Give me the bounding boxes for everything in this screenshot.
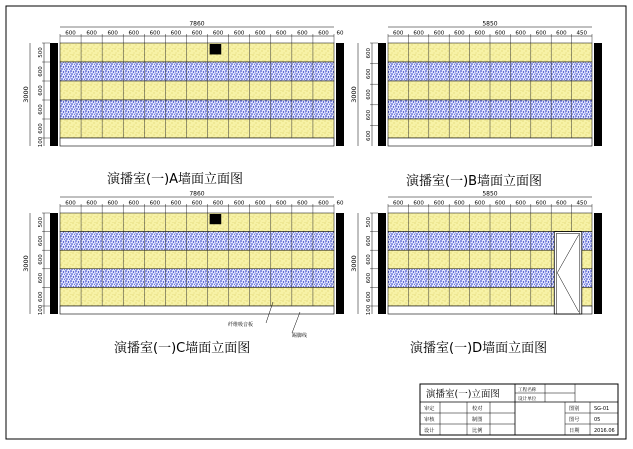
left-column	[50, 43, 58, 146]
elevation-b	[350, 21, 602, 190]
segment-dimension: 600	[433, 30, 445, 37]
elevation-caption: 演播室(一)D墙面立面图	[410, 341, 548, 356]
segment-dimension: 600	[318, 200, 329, 207]
panel-band	[60, 250, 334, 269]
row-height-dimension: 100	[38, 136, 44, 148]
row-height-dimension: 600	[38, 235, 44, 247]
row-height-dimension: 600	[366, 68, 372, 80]
panel-band	[60, 213, 334, 232]
segment-dimension: 600	[515, 30, 526, 37]
title-block-label: 设计	[424, 428, 435, 434]
left-column	[378, 43, 386, 146]
project-name-label: 工程名称	[518, 388, 537, 393]
panel-band	[60, 232, 334, 251]
segment-dimension: 600	[494, 200, 506, 207]
panel-band	[60, 62, 334, 81]
segment-dimension: 600	[556, 30, 567, 37]
leader-line	[292, 312, 300, 333]
title-block-value: SG-01	[594, 406, 610, 412]
overall-width-dimension: 5850	[482, 20, 498, 28]
panel-band	[60, 81, 334, 100]
row-height-dimension: 500	[38, 47, 44, 58]
segment-dimension: 600	[392, 200, 404, 207]
end-dimension: 60	[336, 30, 344, 37]
segment-dimension: 600	[86, 200, 97, 207]
segment-dimension: 600	[535, 200, 547, 207]
row-height-dimension: 600	[38, 85, 44, 96]
segment-dimension: 600	[233, 30, 245, 37]
segment-dimension: 600	[318, 30, 329, 37]
title-block-label: 比例	[472, 428, 483, 434]
segment-dimension: 600	[474, 30, 486, 37]
elevation-caption: 演播室(一)A墙面立面图	[107, 172, 244, 187]
title-block-label: 审核	[424, 417, 435, 423]
segment-dimension: 600	[556, 200, 567, 207]
segment-dimension: 600	[86, 30, 97, 37]
title-block	[420, 384, 618, 435]
segment-dimension: 600	[413, 30, 424, 37]
row-height-dimension: 600	[38, 104, 44, 115]
panel-band	[60, 43, 334, 62]
elevation-d	[350, 191, 602, 357]
segment-dimension: 600	[107, 30, 118, 37]
segment-dimension: 600	[254, 200, 266, 207]
segment-dimension: 450	[576, 200, 588, 207]
elevation-caption: 演播室(一)B墙面立面图	[406, 174, 543, 189]
title-block-label: 图别	[569, 406, 580, 412]
segment-dimension: 600	[413, 200, 424, 207]
row-height-dimension: 600	[366, 109, 372, 121]
segment-dimension: 450	[576, 30, 588, 37]
segment-dimension: 600	[254, 30, 266, 37]
row-height-dimension: 600	[38, 66, 44, 77]
row-height-dimension: 500	[38, 217, 44, 228]
overall-width-dimension: 7860	[189, 20, 205, 28]
row-height-dimension: 600	[366, 235, 372, 247]
segment-dimension: 600	[128, 200, 140, 207]
row-height-dimension: 600	[366, 48, 372, 59]
segment-dimension: 600	[170, 30, 182, 37]
title-block-label: 审定	[424, 406, 435, 412]
row-height-dimension: 600	[38, 254, 44, 265]
elevation-a	[22, 21, 344, 188]
segment-dimension: 600	[276, 200, 287, 207]
row-height-dimension: 100	[38, 304, 44, 316]
right-column	[594, 213, 602, 314]
end-dimension: 60	[336, 200, 344, 207]
segment-dimension: 600	[515, 200, 526, 207]
segment-dimension: 600	[494, 30, 506, 37]
title-block-value: 2016.06	[594, 428, 615, 434]
row-height-dimension: 600	[366, 254, 372, 265]
segment-dimension: 600	[149, 200, 161, 207]
segment-dimension: 600	[535, 30, 547, 37]
overall-width-dimension: 5850	[482, 190, 498, 198]
segment-dimension: 600	[392, 30, 404, 37]
segment-dimension: 600	[107, 200, 118, 207]
skirting-board	[60, 306, 334, 314]
segment-dimension: 600	[65, 30, 76, 37]
panel-band	[60, 287, 334, 306]
row-height-dimension: 100	[366, 304, 372, 316]
right-column	[336, 43, 344, 146]
right-column	[336, 213, 344, 314]
segment-dimension: 600	[191, 200, 203, 207]
skirting-board	[388, 138, 592, 146]
drawing-title: 演播室(一)立面图	[426, 389, 500, 400]
row-height-dimension: 600	[366, 272, 372, 284]
material-note: 纤维吸音板	[228, 322, 254, 328]
row-height-dimension: 600	[366, 291, 372, 302]
row-height-dimension: 500	[366, 217, 372, 228]
segment-dimension: 600	[297, 30, 308, 37]
elevation-caption: 演播室(一)C墙面立面图	[114, 341, 251, 356]
row-height-dimension: 600	[38, 272, 44, 284]
segment-dimension: 600	[128, 30, 140, 37]
vent-opening	[210, 44, 222, 54]
panel-band	[60, 269, 334, 288]
segment-dimension: 600	[454, 30, 465, 37]
right-column	[594, 43, 602, 146]
segment-dimension: 600	[65, 200, 76, 207]
total-height-dimension: 3000	[350, 86, 358, 103]
row-height-dimension: 600	[366, 130, 372, 141]
panel-band	[60, 100, 334, 119]
title-block-label: 校对	[472, 406, 483, 412]
panel-band	[60, 119, 334, 138]
segment-dimension: 600	[149, 30, 161, 37]
overall-width-dimension: 7860	[189, 190, 205, 198]
segment-dimension: 600	[433, 200, 445, 207]
segment-dimension: 600	[276, 30, 287, 37]
segment-dimension: 600	[212, 30, 224, 37]
segment-dimension: 600	[297, 200, 308, 207]
vent-opening	[210, 214, 222, 224]
total-height-dimension: 3000	[22, 255, 30, 272]
row-height-dimension: 600	[366, 89, 372, 100]
segment-dimension: 600	[474, 200, 486, 207]
left-column	[50, 213, 58, 314]
total-height-dimension: 3000	[350, 255, 358, 272]
elevation-c	[22, 191, 344, 357]
material-note: 踢脚线	[292, 333, 308, 339]
left-column	[378, 213, 386, 314]
title-block-label: 制图	[472, 417, 483, 423]
design-unit-label: 设计单位	[518, 397, 537, 402]
segment-dimension: 600	[454, 200, 465, 207]
segment-dimension: 600	[191, 30, 203, 37]
title-block-label: 日期	[569, 428, 580, 434]
segment-dimension: 600	[233, 200, 245, 207]
title-block-label: 图号	[569, 417, 580, 423]
total-height-dimension: 3000	[22, 86, 30, 103]
title-block-value: 05	[594, 417, 601, 423]
segment-dimension: 600	[212, 200, 224, 207]
row-height-dimension: 600	[38, 291, 44, 302]
row-height-dimension: 600	[38, 123, 44, 134]
segment-dimension: 600	[170, 200, 182, 207]
door	[554, 232, 582, 314]
skirting-board	[60, 138, 334, 146]
